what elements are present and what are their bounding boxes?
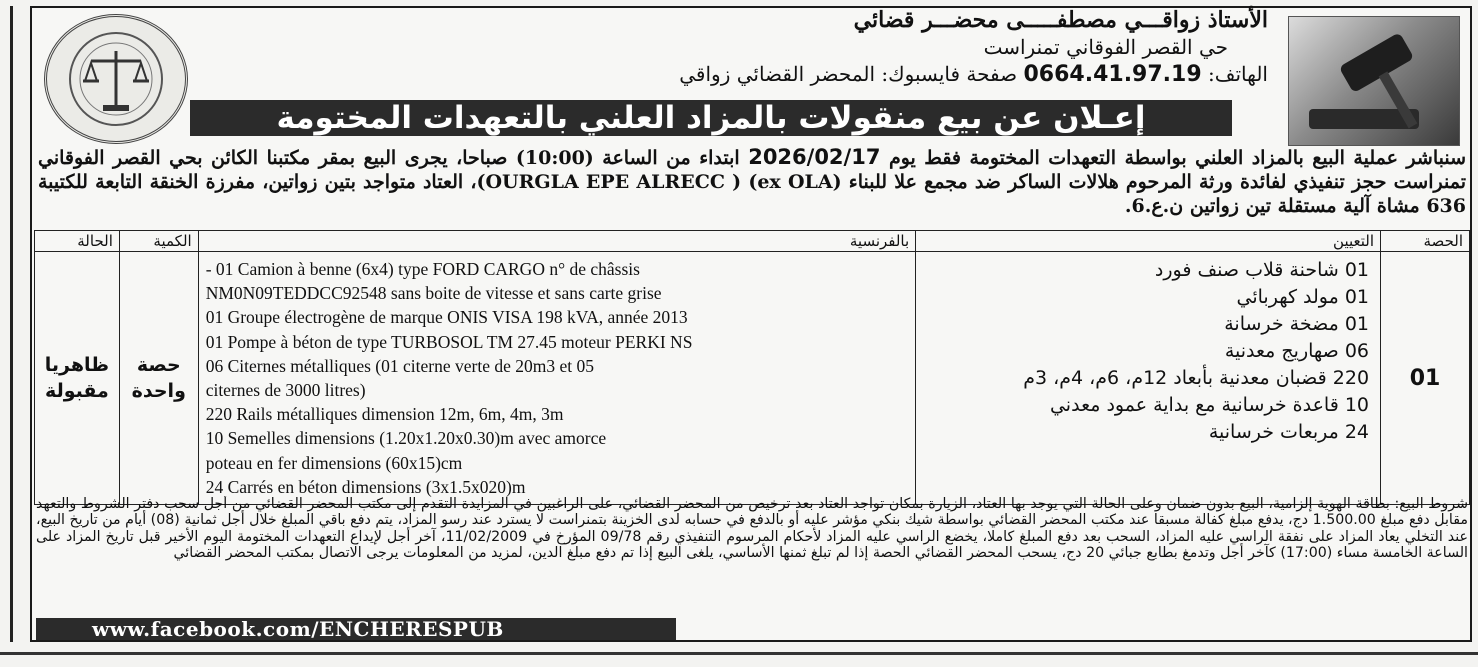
list-item: NM0N09TEDDCC92548 sans boite de vitesse et sans carte grise [205,283,662,304]
header-lot: الحصة [1381,231,1470,252]
list-item: 220 Rails métalliques dimension 12m, 6m, 4m, 3m [205,404,564,425]
gavel-icon [1288,16,1460,146]
intro-text-part2: ابتداء من الساعة (10:00) صباحا، يجرى البيع بمقر مكتبنا الكائن بحي القصر الفوقاني تمنراست حجز تنفيذي لفائدة ورثة المرحوم هلالات الساكر ضد مجمع علا للبناء (ex OLA) ( OURGLA EPE ALRECC)، العتاد متواجد بتين زواتين، مفرزة الخنقة التابعة للكتيبة 636 مشاة آلية مستقلة تين زواتين ن.ع.6. [38,147,1466,217]
scales-of-justice-seal-icon [44,14,188,144]
table-header-row [35,231,1470,252]
state-cell: ظاهريا مقبولة [35,252,120,505]
quantity-cell: حصة واحدة [119,252,198,505]
header-designation: التعيين [916,231,1381,252]
facebook-page-text: صفحة فايسبوك: المحضر القضائي زواقي [679,62,1018,86]
announcement-title: إعـلان عن بيع منقولات بالمزاد العلني بالتعهدات المختومة [190,100,1232,136]
list-item: 24 مربعات خرسانية [1208,421,1370,443]
list-item: poteau en fer dimensions (60x15)cm [205,452,463,473]
bailiff-address: حي القصر الفوقاني تمنراست [983,35,1228,59]
list-item: citernes de 3000 litres) [205,380,366,401]
phone-label: الهاتف: [1208,62,1268,86]
list-item: - 01 Camion à benne (6x4) type FORD CARGO n° de châssis [205,259,640,279]
bailiff-contact [568,60,1268,89]
lot-number-cell: 01 [1381,252,1470,505]
list-item: 01 شاحنة قلاب صنف فورد [1154,259,1370,281]
items-table [34,230,1470,505]
list-item: 01 مضخة خرسانة [1224,313,1370,335]
list-item: 01 مولد كهربائي [1236,286,1370,308]
header-state: الحالة [35,231,120,252]
intro-text-part1: سنباشر عملية البيع بالمزاد العلني بواسطة التعهدات المختومة فقط يوم [888,147,1466,169]
arabic-items-list [917,253,1379,446]
french-items-list [200,253,915,503]
sale-conditions: شروط البيع: بطاقة الهوية إلزامية، البيع بدون ضمان وعلى الحالة التي يوجد بها العتاد، الزيارة بمكان تواجد العتاد بعد ترخيص من المحضر القضائي، على الراغبين في المزايدة التقدم إلى مكتب المحضر القضائي من أجل سحب دفتر الشروط والتعهد مقابل دفع مبلغ 1.500.00 دج، يدفع مبلغ كفالة مسبقا عند مكتب المحضر القضائي بواسطة شيك بنكي مؤشر عليه أو بالدفع في حسابه لدى الخزينة بتمنراست لا يسترد عند رسو المزاد، يتم دفع باقي المبلغ خلال أجل ثمانية (08) أيام من تاريخ البيع، عند التخلي يعاد المزاد على نفقة الراسي عليه المزاد، السحب بعد دفع المبلغ كاملا، يخضع الراسي عليه المزاد لأحكام المرسوم التنفيذي رقم 09/78 المؤرخ في 11/02/2009، آخر أجل لإيداع التعهدات المختومة اليوم الأخير قبل تاريخ المزاد على الساعة الخامسة مساء (17:00) كآخر أجل وتدمغ بطابع جبائي 20 دج، يسحب المحضر القضائي الحصة إذا لم تبلغ ثمنها الأساسي، يلغى البيع إذا تم دفع مبلغ الدين، لمزيد من المعلومات يرجى الاتصال بمكتب المحضر القضائي [36,496,1468,562]
bottom-rule [0,652,1478,655]
arabic-designation-cell [916,252,1381,505]
header-quantity: الكمية [119,231,198,252]
header-french: بالفرنسية [198,231,916,252]
intro-paragraph [38,145,1466,218]
bailiff-name: الأستاذ زواقـــي مصطفـــــى محضـــر قضائي [853,7,1268,33]
left-column-rule [10,6,13,642]
phone-number: 0664.41.97.19 [1023,62,1202,87]
facebook-url-link[interactable]: www.facebook.com/ENCHERESPUB [36,618,676,640]
french-description-cell [198,252,916,505]
bailiff-header [568,6,1268,89]
list-item: 10 Semelles dimensions (1.20x1.20x0.30)m avec amorce [205,428,607,449]
list-item: 01 Pompe à béton de type TURBOSOL TM 27.45 moteur PERKI NS [205,331,693,352]
list-item: 24 Carrés en béton dimensions (3x1.5x020)m [205,476,526,497]
list-item: 01 Groupe électrogène de marque ONIS VISA 198 kVA, année 2013 [205,307,688,328]
list-item: 06 Citernes métalliques (01 citerne verte de 20m3 et 05 [205,355,594,376]
list-item: 06 صهاريج معدنية [1224,340,1370,362]
list-item: 220 قضبان معدنية بأبعاد 12م، 6م، 4م، 3م [1023,367,1370,389]
sale-date: 2026/02/17 [748,145,881,169]
table-row [35,252,1470,505]
list-item: 10 قاعدة خرسانية مع بداية عمود معدني [1049,394,1370,416]
